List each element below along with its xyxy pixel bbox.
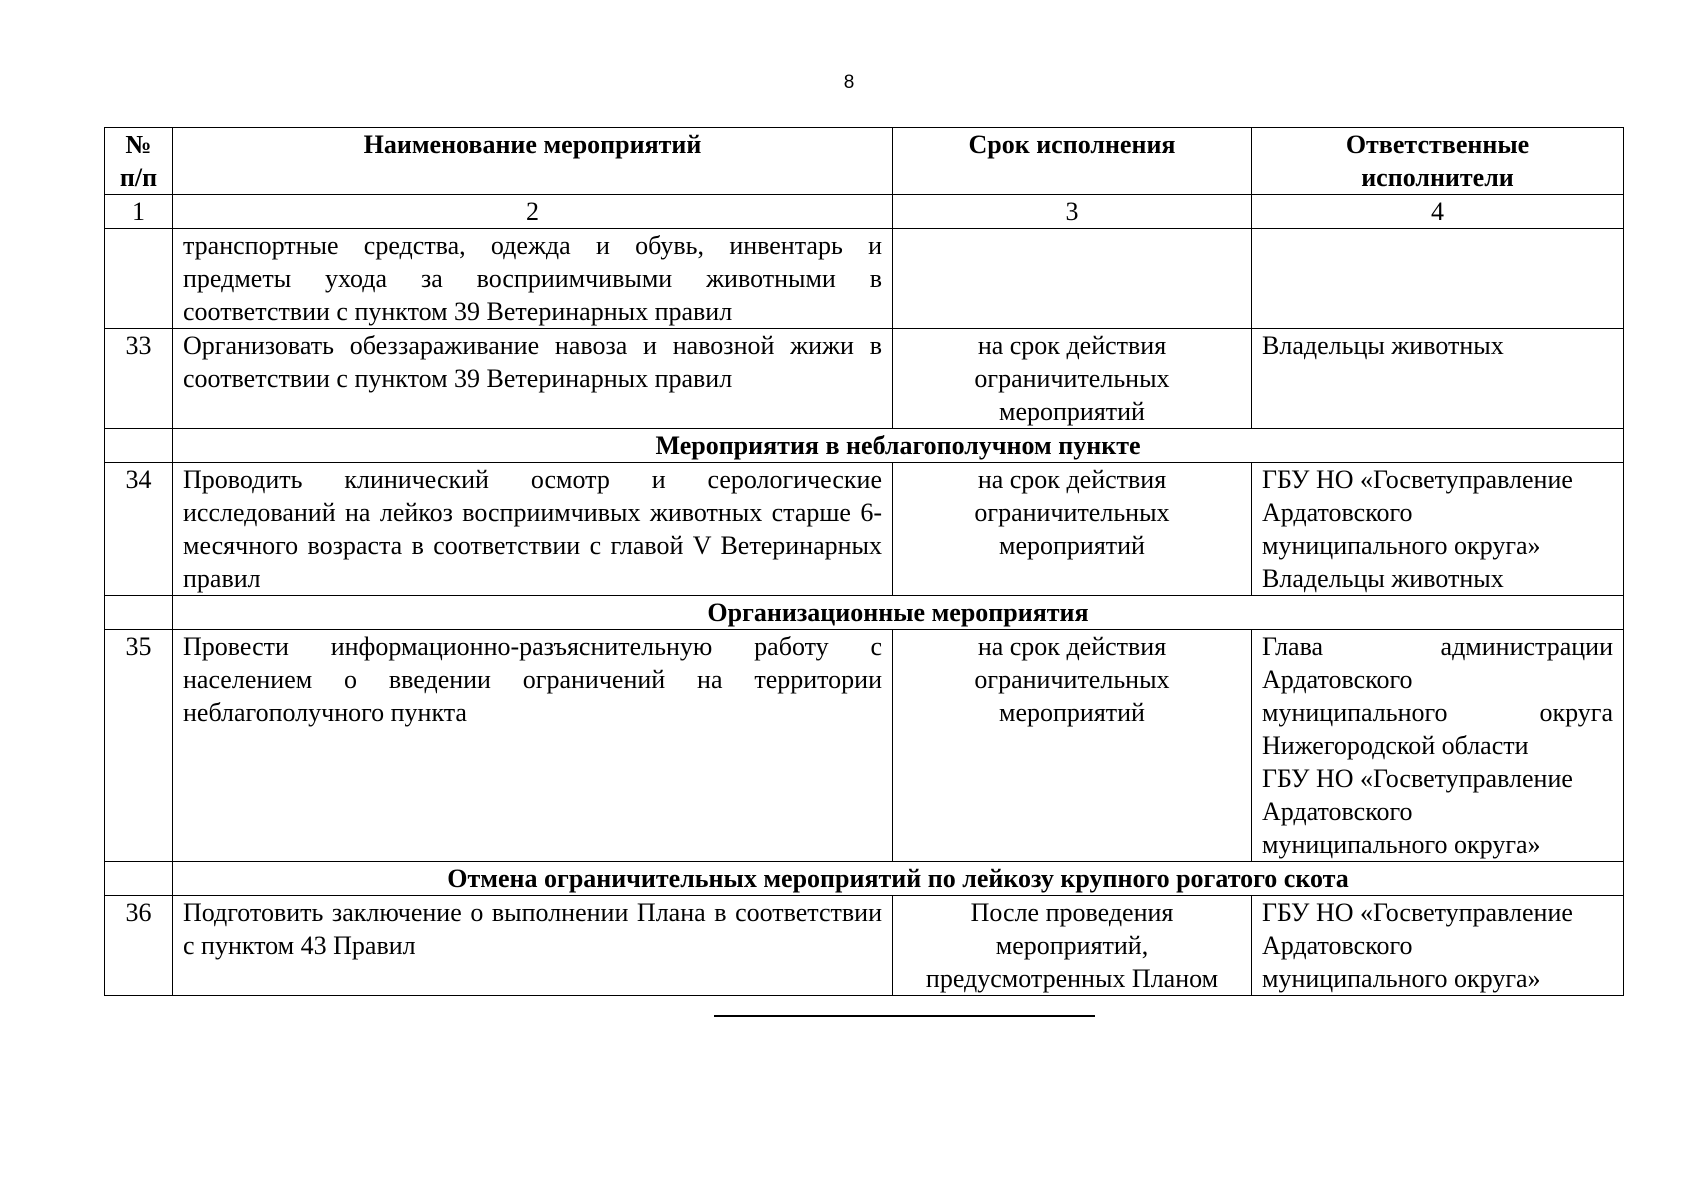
section-title: Мероприятия в неблагополучном пункте bbox=[173, 429, 1624, 463]
header-responsible: Ответственные исполнители bbox=[1252, 128, 1624, 195]
closing-rule bbox=[714, 1015, 1095, 1017]
responsible-line: муниципального округа bbox=[1262, 698, 1613, 727]
responsible-line: муниципального округа» bbox=[1262, 964, 1541, 993]
page-number: 8 bbox=[843, 72, 855, 93]
measure-responsible bbox=[1252, 463, 1624, 596]
measure-term: на срок действия ограничительных мероприятий bbox=[893, 329, 1252, 429]
row-number: 36 bbox=[105, 896, 173, 996]
responsible-line: Владельцы животных bbox=[1262, 564, 1504, 593]
table-row bbox=[105, 229, 1624, 329]
measure-term bbox=[893, 229, 1252, 329]
measure-responsible bbox=[1252, 630, 1624, 862]
section-row bbox=[105, 429, 1624, 463]
section-title: Организационные мероприятия bbox=[173, 596, 1624, 630]
responsible-line: ГБУ НО «Госветуправление bbox=[1262, 898, 1573, 927]
table-row bbox=[105, 329, 1624, 429]
table-row bbox=[105, 896, 1624, 996]
column-number: 3 bbox=[893, 195, 1252, 229]
header-no: № п/п bbox=[105, 128, 173, 195]
section-spacer bbox=[105, 596, 173, 630]
responsible-line: муниципального округа» bbox=[1262, 830, 1541, 859]
table-row bbox=[105, 630, 1624, 862]
measure-term: на срок действия ограничительных мероприятий bbox=[893, 463, 1252, 596]
measure-name: Организовать обеззараживание навоза и навозной жижи в соответствии с пунктом 39 Ветеринарных правил bbox=[173, 329, 893, 429]
row-number: 34 bbox=[105, 463, 173, 596]
header-name: Наименование мероприятий bbox=[173, 128, 893, 195]
table-header-row bbox=[105, 128, 1624, 195]
table-row bbox=[105, 463, 1624, 596]
measure-term: на срок действия ограничительных мероприятий bbox=[893, 630, 1252, 862]
measure-responsible: Владельцы животных bbox=[1252, 329, 1624, 429]
responsible-line: муниципального округа» bbox=[1262, 531, 1541, 560]
column-number: 1 bbox=[105, 195, 173, 229]
responsible-line: Ардатовского bbox=[1262, 665, 1413, 694]
section-title: Отмена ограничительных мероприятий по лейкозу крупного рогатого скота bbox=[173, 862, 1624, 896]
measure-name: Проводить клинический осмотр и серологические исследований на лейкоз восприимчивых животных старше 6-месячного возраста в соответствии с главой V Ветеринарных правил bbox=[173, 463, 893, 596]
header-term: Срок исполнения bbox=[893, 128, 1252, 195]
measure-responsible bbox=[1252, 896, 1624, 996]
column-numbers-row bbox=[105, 195, 1624, 229]
responsible-line: Ардатовского bbox=[1262, 498, 1413, 527]
section-row bbox=[105, 596, 1624, 630]
column-number: 2 bbox=[173, 195, 893, 229]
measure-name: Подготовить заключение о выполнении Плана в соответствии с пунктом 43 Правил bbox=[173, 896, 893, 996]
responsible-line: ГБУ НО «Госветуправление bbox=[1262, 764, 1573, 793]
measure-name: Провести информационно-разъяснительную работу с населением о введении ограничений на территории неблагополучного пункта bbox=[173, 630, 893, 862]
measures-table bbox=[104, 127, 1624, 996]
measure-term: После проведения мероприятий, предусмотренных Планом bbox=[893, 896, 1252, 996]
column-number: 4 bbox=[1252, 195, 1624, 229]
responsible-line: Нижегородской области bbox=[1262, 731, 1529, 760]
row-number: 33 bbox=[105, 329, 173, 429]
responsible-line: Ардатовского bbox=[1262, 797, 1413, 826]
measure-name: транспортные средства, одежда и обувь, инвентарь и предметы ухода за восприимчивыми животными в соответствии с пунктом 39 Ветеринарных правил bbox=[173, 229, 893, 329]
section-spacer bbox=[105, 429, 173, 463]
responsible-line: Ардатовского bbox=[1262, 931, 1413, 960]
responsible-line: Глава администрации bbox=[1262, 632, 1613, 661]
row-number: 35 bbox=[105, 630, 173, 862]
measure-responsible bbox=[1252, 229, 1624, 329]
section-spacer bbox=[105, 862, 173, 896]
responsible-line: ГБУ НО «Госветуправление bbox=[1262, 465, 1573, 494]
section-row bbox=[105, 862, 1624, 896]
row-number bbox=[105, 229, 173, 329]
